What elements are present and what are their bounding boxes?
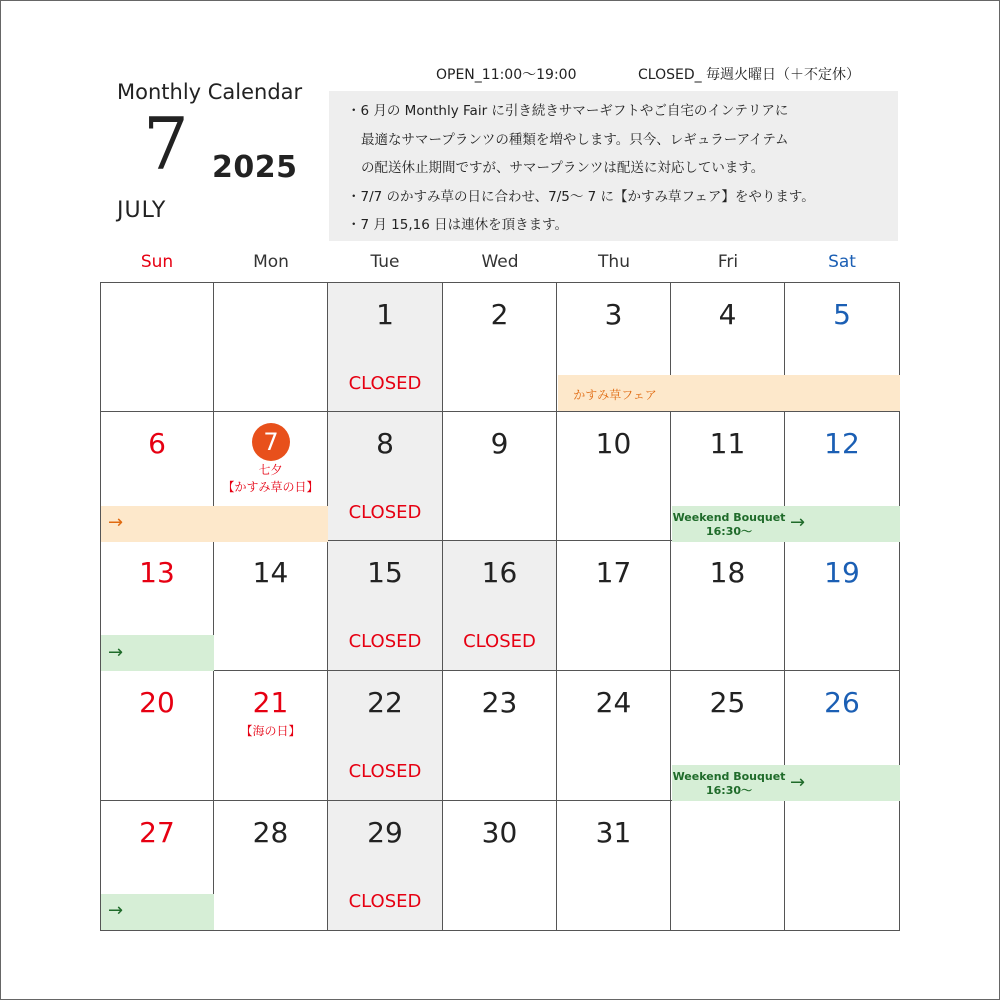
month-number: 7 — [143, 102, 189, 186]
day-number: 8 — [376, 427, 394, 460]
day-number: 27 — [139, 816, 175, 849]
day-number: 26 — [824, 686, 860, 719]
closed-label: CLOSED — [463, 631, 536, 652]
arrow-icon: → — [790, 512, 806, 533]
weekday-wed: Wed — [481, 252, 519, 272]
event-text: かすみ草フェア — [573, 388, 657, 402]
month-name: JULY — [117, 198, 167, 223]
notice-line: の配送休止期間ですが、サマープランツは配送に対応しています。 — [361, 160, 765, 176]
holiday-label: 【海の日】 — [240, 724, 301, 738]
highlight-day-number: 7 — [252, 423, 290, 461]
weekday-fri: Fri — [717, 252, 739, 272]
day-number: 29 — [367, 816, 403, 849]
day-number: 31 — [595, 816, 632, 849]
day-cell — [214, 541, 328, 671]
day-number: 9 — [490, 427, 509, 460]
holiday-label — [214, 462, 327, 496]
day-number: 21 — [252, 686, 289, 719]
day-number: 16 — [481, 556, 518, 589]
day-cell — [443, 412, 557, 541]
holiday-name: 七夕 — [258, 463, 283, 477]
day-number: 22 — [367, 686, 403, 719]
day-cell — [443, 801, 557, 931]
day-cell — [557, 541, 671, 671]
day-number: 14 — [252, 556, 289, 589]
closed-label: CLOSED — [348, 761, 422, 782]
day-number: 28 — [252, 816, 289, 849]
closed-label: CLOSED — [348, 502, 422, 523]
day-cell — [557, 412, 671, 541]
notice-line: ・7/7 のかすみ草の日に合わせ、7/5〜 7 に【かすみ草フェア】をやります。 — [347, 188, 815, 205]
notice-box — [329, 91, 898, 241]
day-number: 23 — [481, 686, 518, 719]
holiday-name: 【かすみ草の日】 — [222, 480, 319, 494]
closed-days: CLOSED_ 毎週火曜日（＋不定休） — [638, 67, 861, 83]
day-number: 12 — [824, 427, 860, 460]
day-cell — [557, 671, 671, 801]
day-number: 6 — [148, 427, 166, 460]
notice-line: ・7 月 15,16 日は連休を頂きます。 — [347, 217, 569, 233]
day-number: 20 — [139, 686, 175, 719]
calendar-grid — [100, 282, 900, 931]
day-number: 10 — [595, 427, 632, 460]
weekend-bouquet-label — [672, 770, 786, 798]
day-cell — [671, 801, 785, 931]
event-text: 16:30〜 — [705, 525, 752, 538]
day-number: 15 — [367, 556, 403, 589]
day-number: 17 — [595, 556, 632, 589]
day-number: 18 — [709, 556, 746, 589]
notice-line: ・6 月の Monthly Fair に引き続きサマーギフトやご自宅のインテリアに — [347, 103, 789, 119]
kasumi-fair-band — [101, 506, 328, 542]
day-number: 19 — [824, 556, 860, 589]
event-text: Weekend Bouquet — [672, 511, 786, 524]
day-cell — [328, 801, 443, 931]
notice-line: 最適なサマープランツの種類を増やします。只今、レギュラーアイテム — [361, 131, 789, 148]
day-cell — [785, 541, 900, 671]
day-cell — [100, 671, 214, 801]
closed-label: CLOSED — [348, 373, 422, 394]
business-hours — [436, 64, 906, 86]
day-number: 11 — [709, 427, 746, 460]
day-cell — [443, 282, 557, 412]
closed-label: CLOSED — [348, 631, 422, 652]
arrow-icon: → — [108, 642, 124, 663]
day-cell — [785, 801, 900, 931]
arrow-icon: → — [790, 772, 806, 793]
day-cell — [557, 801, 671, 931]
day-cell — [214, 282, 328, 412]
arrow-icon: → — [108, 900, 124, 921]
day-number: 24 — [595, 686, 632, 719]
weekend-bouquet-label — [672, 511, 786, 539]
day-number: 13 — [139, 556, 175, 589]
weekday-sun: Sun — [140, 252, 174, 272]
kasumi-fair-label — [558, 387, 672, 403]
open-hours: OPEN_11:00〜19:00 — [436, 67, 577, 83]
day-cell — [214, 671, 328, 801]
day-cell — [443, 671, 557, 801]
weekday-thu: Thu — [598, 252, 630, 272]
calendar-title: Monthly Calendar — [117, 80, 303, 104]
weekday-sat: Sat — [828, 252, 856, 272]
day-number: 3 — [604, 298, 623, 331]
event-text: Weekend Bouquet — [672, 770, 786, 783]
weekday-header — [100, 252, 900, 276]
event-text: 16:30〜 — [705, 784, 752, 797]
year: 2025 — [212, 150, 298, 185]
day-cell — [328, 412, 443, 541]
day-number: 1 — [376, 298, 394, 331]
arrow-icon: → — [108, 512, 124, 533]
day-cell — [328, 282, 443, 412]
day-cell — [671, 541, 785, 671]
day-number: 5 — [833, 298, 851, 331]
day-cell — [443, 541, 557, 671]
weekday-tue: Tue — [370, 252, 400, 272]
day-number: 4 — [718, 298, 737, 331]
day-number: 2 — [490, 298, 509, 331]
day-cell — [328, 541, 443, 671]
day-cell — [214, 801, 328, 931]
day-cell — [328, 671, 443, 801]
closed-label: CLOSED — [348, 891, 422, 912]
weekday-mon: Mon — [253, 252, 289, 272]
day-cell — [100, 282, 214, 412]
day-number: 25 — [709, 686, 746, 719]
day-number: 30 — [481, 816, 518, 849]
